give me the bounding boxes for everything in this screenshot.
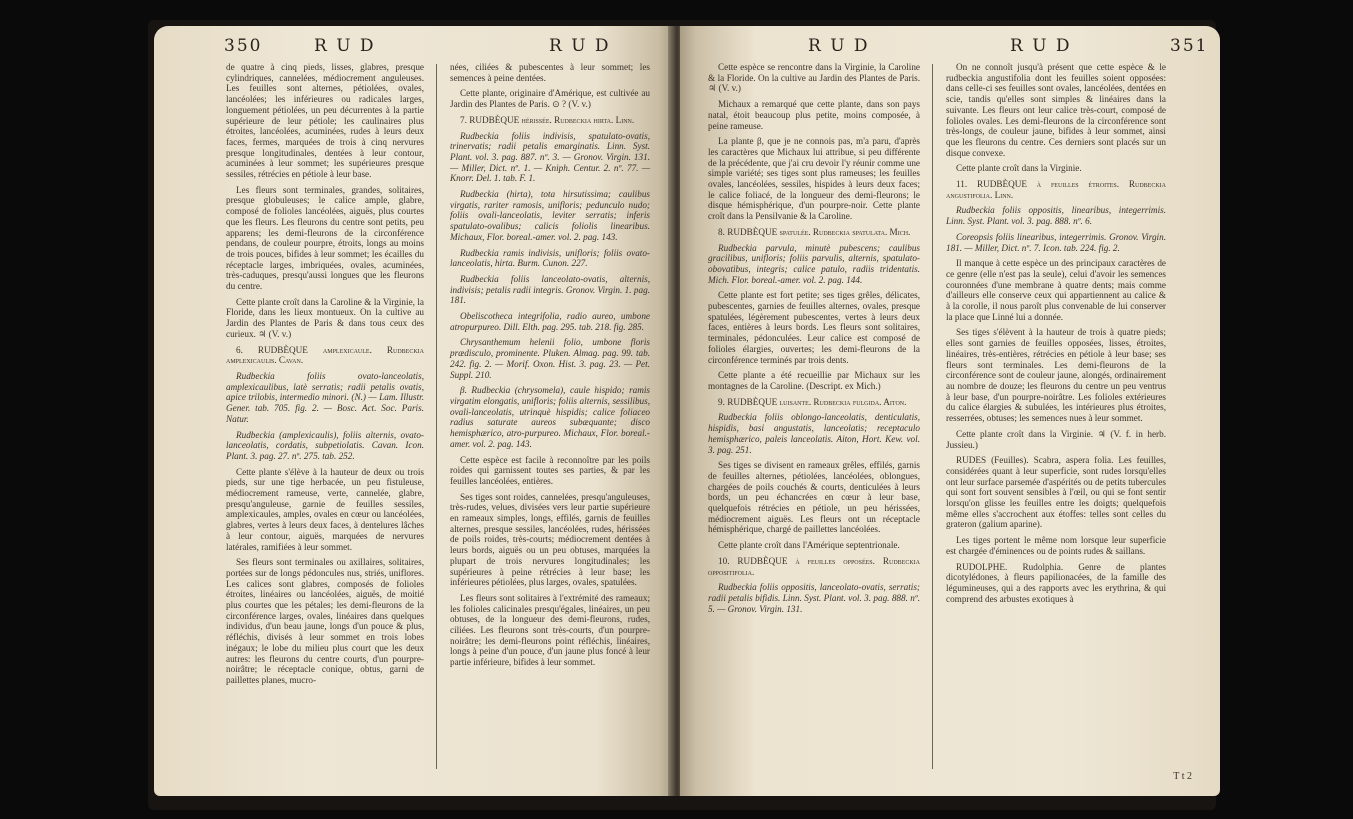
- paragraph: Cette plante, originaire d'Amérique, est cultivée au Jardin des Plantes de Paris. ⊙ ? (V. v.): [450, 88, 650, 110]
- paragraph: Les fleurs sont terminales, grandes, solitaires, presque globuleuses; le calice ample, glabre, composé de folioles lancéolées, aiguës, plus courtes que les fleurs. Les fleurons du centre sont petits, peu apparens; les demi-fleurons de la circonférence pendans, de couleur pourpre, étroits, longs au moins de trois pouces, bifides à leur sommet; les écailles du réceptacle larges, imbriquées, ovales, acuminées, très-caduques, presqu'aussi longues que les fleurons du centre.: [226, 184, 424, 292]
- entry-heading: 11. RUDBÈQUE à feuilles étroites. Rudbeckia angustifolia. Linn.: [946, 179, 1166, 200]
- citation: Rudbeckia (amplexicaulis), foliis alternis, ovato-lanceolatis, cordatis, subpetiolatis. Cavan. Icon. Plant. 3. pag. 27. nº. 275. tab. 252.: [226, 429, 424, 461]
- paragraph: Cette plante est fort petite; ses tiges grêles, délicates, pubescentes, garnies de feuilles alternes, ovales, presque spatulées, légèrement pubescentes, vertes à leurs deux faces, entières à leurs bords. Les fleurs sont solitaires, terminales, pédonculées. Leur calice est composé de folioles élargies, ouvertes; les demi-fleurons de la circonférence terminés par trois dents.: [708, 290, 920, 365]
- right-column-1: [708, 62, 920, 619]
- citation: Obeliscotheca integrifolia, radio aureo, umbone atropurpureo. Dill. Elth. pag. 295. tab. 218. fig. 285.: [450, 311, 650, 332]
- citation: Rudbeckia parvula, minutè pubescens; caulibus gracilibus, unifloris; foliis parvulis, alternis, spatulato-obovatibus, integris; calice patulo, radiis tridentatis. Mich. Flor. boreal.-amer. vol. 2. pag. 144.: [708, 242, 920, 285]
- paragraph: nées, ciliées & pubescentes à leur sommet; les semences à peine dentées.: [450, 62, 650, 83]
- citation: Rudbeckia ramis indivisis, unifloris; foliis ovato-lanceolatis, hirta. Burm. Cunon. 227.: [450, 247, 650, 269]
- paragraph: Michaux a remarqué que cette plante, dans son pays natal, étoit beaucoup plus petite, moins composée, à peine rameuse.: [708, 99, 920, 131]
- paragraph: On ne connoît jusqu'à présent que cette espèce & le rudbeckia angustifolia dont les feuilles soient opposées: dans celle-ci ses feuilles sont ovales, lancéolées, dentées en scie, tandis qu'elles sont simples & linéaires dans la suivante. Les fleurs ont leur calice très-court, composé de folioles ovales. Les demi-fleurons de la circonférence sont très-longs, de couleur jaune, bifides à leur sommet, ainsi que les fleurons du centre. Ces derniers sont placés sur un disque convexe.: [946, 62, 1166, 158]
- paragraph: Ses tiges s'élèvent à la hauteur de trois à quatre pieds; elles sont garnies de feuilles opposées, lisses, étroites, linéaires, très-entières, rétrécies en pétiole à leur base; ses fleurs sont terminales. Les demi-fleurons de la circonférence sont de couleur jaune, alongés, ordinairement au nombre de douze; les fleurons du centre un peu ventrus à leur base, d'un pourpre-noirâtre. Les folioles extérieures du calice élargies & subulées, les intérieures plus étroites, resserrées, obtuses; les semences nues à leur sommet.: [946, 327, 1166, 424]
- column-rule: [932, 64, 933, 769]
- citation: Rudbeckia foliis oppositis, linearibus, integerrimis. Linn. Syst. Plant. vol. 3. pag. 888. nº. 6.: [946, 205, 1166, 227]
- paragraph: Cette plante croît dans la Caroline & la Virginie, la Floride, dans les lieux montueux. On la cultive au Jardin des Plantes de Paris & dans tous ceux des curieux. ♃ (V. v.): [226, 296, 424, 339]
- paragraph: RUDES (Feuilles). Scabra, aspera folia. Les feuilles, considérées quant à leur superficie, sont rudes lorsqu'elles ont leur surface parsemée d'aspérités ou de petits tubercules qui sont fort souvent sensibles à l'œil, ou qui se font sentir lorsqu'on glisse les feuilles entre les doigts; quelquefois même elles s'accrochent aux étoffes: telles sont celles du grateron (galium aparine).: [946, 455, 1166, 530]
- left-column-1: [226, 62, 424, 691]
- entry-heading: 9. RUDBÈQUE luisante. Rudbeckia fulgida. Aiton.: [718, 396, 907, 407]
- paragraph: Ses tiges sont roides, cannelées, presqu'anguleuses, très-rudes, velues, divisées vers leur partie supérieure en rameaux simples, longs, effilés, garnis de feuilles alternes, presque sessiles, lancéolées, rudes, hérissées de poils roides, très-courts; médiocrement dentées à leurs bords, aiguës ou un peu obtuses, marquées la plupart de trois nervures longitudinales; les supérieures à peine rétrécies à leur base; les inférieures pétiolées, plus larges, ovales, spatulées.: [450, 491, 650, 588]
- right-running-head-2: R U D: [1010, 36, 1072, 56]
- citation: Rudbeckia foliis lanceolato-ovatis, alternis, indivisis; petalis radii integris. Gronov. Virgin. 1. pag. 181.: [450, 273, 650, 306]
- paragraph: de quatre à cinq pieds, lisses, glabres, presque cylindriques, cannelées, médiocrement anguleuses. Les feuilles sont alternes, pétiolées, ovales, lancéolées; les inférieures ou radicales larges, longuement pétiolées, un peu décurrentes à la partie supérieure de leur pétiole; les caulinaires plus étroites, lancéolées, acuminées, rudes à leurs deux faces, fermes, marquées de trois à cinq nervures presque longitudinales, dentées à leur contour, acuminées à leur sommet; les supérieures presque sessiles, rétrécies en pétiole à leur base.: [226, 62, 424, 180]
- paragraph: Il manque à cette espèce un des principaux caractères de ce genre (elle n'est pas la seule), celui d'avoir les semences couronnées d'une membrane à quatre dents; mais comme d'ailleurs elle conserve ceux qui appartiennent au calice & à la corolle, il nous paroît plus convenable de lui conserver la place que Linné lui a donnée.: [946, 258, 1166, 322]
- left-column-2: [450, 62, 650, 673]
- paragraph: Les tiges portent le même nom lorsque leur superficie est chargée d'éminences ou de points rudes & saillans.: [946, 535, 1166, 556]
- left-running-head-2: R U D: [549, 36, 611, 56]
- left-page-number: 350: [224, 36, 263, 56]
- right-page: [680, 26, 1220, 796]
- paragraph: Cette espèce est facile à reconnoître par les poils roides qui garnissent toutes ses parties, & par les feuilles lancéolées, entières.: [450, 454, 650, 486]
- citation: Rudbeckia foliis oblongo-lanceolatis, denticulatis, hispidis, basi angustatis, lanceolatis; receptaculo hemisphærico, paleis lanceolatis. Aiton, Hort. Kew. vol. 3. pag. 251.: [708, 412, 920, 455]
- citation: Coreopsis foliis linearibus, integerrimis. Gronov. Virgin. 181. — Miller, Dict. nº. 7. Icon. tab. 224. fig. 2.: [946, 231, 1166, 253]
- citation: Rudbeckia foliis ovato-lanceolatis, amplexicaulibus, latè serratis; radii petalis ovatis, apice trilobis, intermedio minori. (N.) — Lam. Illustr. Gener. tab. 705. fig. 2. — Bosc. Act. Soc. Paris. Natur.: [226, 370, 424, 424]
- left-page: [154, 26, 674, 796]
- paragraph: La plante β, que je ne connois pas, m'a paru, d'après les caractères que Michaux lui attribue, si peu différente de la précédente, que j'ai cru devoir l'y réunir comme une simple variété; ses tiges sont plus rameuses; les feuilles ovales, lancéolées, sessiles, hispides à leurs deux faces; le calice foliacé, de la longueur des demi-fleurons; le disque hémisphérique, d'un pourpre-noir. Cette plante croît dans la Pensilvanie & la Caroline.: [708, 136, 920, 222]
- entry-heading: 10. RUDBÈQUE à feuilles opposées. Rudbeckia oppositifolia.: [708, 555, 920, 577]
- paragraph: Cette plante a été recueillie par Michaux sur les montagnes de la Caroline. (Descript. ex Mich.): [708, 370, 920, 391]
- signature-mark: T t 2: [1173, 771, 1192, 782]
- paragraph: Ses tiges se divisent en rameaux grêles, effilés, garnis de feuilles alternes, pétiolées, lancéolées, oblongues, chargées de poils couchés & courts, denticulées à leurs bords, un peu échancrées en cœur à leur base, quelquefois rétrécies en pétiole, un peu hérissées, médiocrement aiguës. Les fleurs ont un réceptacle hémisphérique, chargé de paillettes lancéolées.: [708, 460, 920, 535]
- paragraph: Cette plante croît dans la Virginie.: [956, 163, 1082, 174]
- column-rule: [436, 64, 437, 769]
- paragraph: Cette plante croît dans la Virginie. ♃ (V. f. in herb. Jussieu.): [946, 428, 1166, 450]
- citation: Chrysanthemum helenii folio, umbone floris prædisculo, prominente. Pluken. Almag. pag. 99. tab. 242. fig. 2. — Morif. Oxon. Hist. 3. pag. 23. — Pet. Suppl. 210.: [450, 337, 650, 380]
- paragraph: Cette espèce se rencontre dans la Virginie, la Caroline & la Floride. On la cultive au Jardin des Plantes de Paris. ♃ (V. v.): [708, 62, 920, 94]
- paragraph: RUDOLPHE. Rudolphia. Genre de plantes dicotylédones, à fleurs papilionacées, de la famille des légumineuses, qui a des rapports avec les erythrina, & qui comprend des arbustes exotiques à: [946, 561, 1166, 604]
- paragraph: Cette plante s'élève à la hauteur de deux ou trois pieds, sur une tige herbacée, un peu fistuleuse, médiocrement rameuse, verte, cannelée, glabre, presqu'anguleuse, garnie de feuilles sessiles, amplexicaules, amples, ovales en cœur ou lancéolées, glabres, vertes à leurs deux faces, à dentelures lâches à leur contour, aiguës, marquées de nervures latérales, ramifiées à leur sommet.: [226, 466, 424, 552]
- citation: β. Rudbeckia (chrysomela), caule hispido; ramis virgatim elongatis, unifloris; foliis alternis, sessilibus, ovali-lanceolatis, utrinquè hispidis; calice foliaceo radius saturate aureos subæquante; disco hemisphærico, atro-purpureo. Michaux, Flor. boreal.-amer. vol. 2. pag. 143.: [450, 385, 650, 449]
- right-page-number: 351: [1170, 36, 1209, 56]
- citation: Rudbeckia foliis indivisis, spatulato-ovatis, trinervatis; radii petalis emarginatis. Linn. Syst. Plant. vol. 3. pag. 887. nº. 3. — Gronov. Virgin. 131. — Miller, Dict. nº. 1. — Kniph. Centur. 2. nº. 77. — Knorr. Del. 1. tab. F. 1.: [450, 130, 650, 184]
- paragraph: Cette plante croît dans l'Amérique septentrionale.: [718, 540, 900, 551]
- entry-heading: 6. RUDBÈQUE amplexicaule. Rudbeckia amplexicaulis. Cavan.: [226, 344, 424, 366]
- left-running-head-1: R U D: [314, 36, 376, 56]
- right-running-head-1: R U D: [808, 36, 870, 56]
- entry-heading: 8. RUDBÈQUE spatulée. Rudbeckia spatulata. Mich.: [718, 226, 911, 237]
- right-column-2: [946, 62, 1166, 609]
- paragraph: Les fleurs sont solitaires à l'extrémité des rameaux; les folioles calicinales presqu'égales, linéaires, un peu obtuses, de la longueur des demi-fleurons, rudes, ciliées. Les fleurons sont très-courts, d'un pourpre-noirâtre; les demi-fleurons point réfléchis, linéaires, longs à peine d'un pouce, d'un jaune plus foncé à leur partie inférieure, bifides à leur sommet.: [450, 592, 650, 668]
- citation: Rudbeckia foliis oppositis, lanceolato-ovatis, serratis; radii petalis bifidis. Linn. Syst. Plant. vol. 3. pag. 888. nº. 5. — Gronov. Virgin. 131.: [708, 582, 920, 614]
- entry-heading: 7. RUDBÈQUE hérissée. Rudbeckia hirta. Linn.: [460, 114, 635, 125]
- paragraph: Ses fleurs sont terminales ou axillaires, solitaires, portées sur de longs pédoncules nus, striés, uniflores. Les calices sont glabres, composés de folioles étroites, linéaires ou lancéolées, aiguës, de moitié plus courtes que les pétales; les demi-fleurons de la circonférence larges, ovales, linéaires dans quelques individus, d'un beau jaune, longs d'un pouce & plus, réfléchis, divisés à leur sommet en trois lobes inégaux; le lobe du milieu plus court que les deux autres: les fleurons du centre courts, d'un pourpre-noirâtre; le réceptacle conique, obtus, garni de paillettes planes, mucro-: [226, 557, 424, 685]
- citation: Rudbeckia (hirta), tota hirsutissima; caulibus virgatis, rariter ramosis, unifloris; pedunculo nudo; foliis ovali-lanceolatis, leviter serratis; inferis spatulato-ovalibus; calicis foliolis linearibus. Michaux, Flor. boreal.-amer. vol. 2. pag. 143.: [450, 189, 650, 242]
